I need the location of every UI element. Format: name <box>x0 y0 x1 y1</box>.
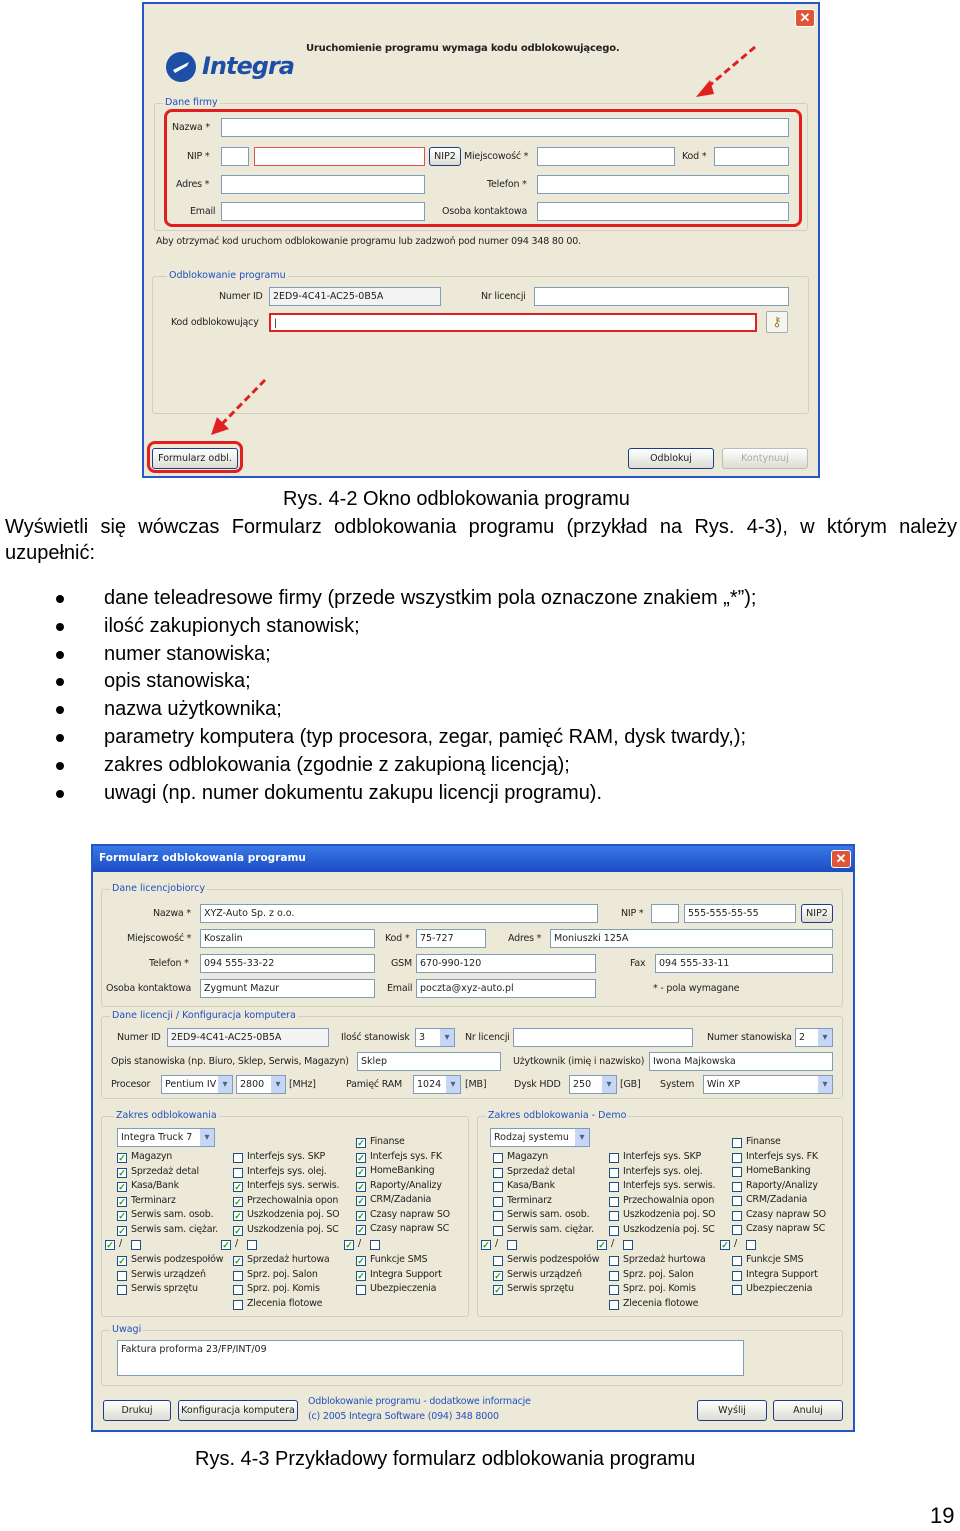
module-checkbox[interactable]: ✓ <box>357 1210 365 1221</box>
module-label: Raporty/Analizy <box>746 1179 818 1191</box>
module-checkbox[interactable]: ✓ <box>494 1285 502 1295</box>
module-checkbox[interactable]: ✓ <box>118 1153 126 1163</box>
notes-input[interactable]: Faktura proforma 23/FP/INT/09 <box>117 1340 744 1376</box>
module-label: Integra Support <box>370 1268 442 1280</box>
kod-label: Kod * <box>385 933 410 944</box>
close-icon[interactable]: ✕ <box>795 9 815 27</box>
module-label: Serwis sam. ciężar. <box>507 1223 594 1235</box>
email-input[interactable] <box>221 202 425 221</box>
module-checkbox[interactable]: ✓ <box>234 1182 242 1192</box>
module-label: Interfejs sys. FK <box>370 1150 442 1162</box>
module-checkbox[interactable]: ✓ <box>357 1138 365 1148</box>
module-checkbox[interactable] <box>493 1256 503 1266</box>
module-label: Sprz. poj. Salon <box>623 1268 694 1280</box>
module-label: Interfejs sys. serwis. <box>623 1180 716 1191</box>
adres-input[interactable] <box>221 175 425 194</box>
module-checkbox[interactable]: ✓ <box>234 1225 242 1236</box>
module-label: Terminarz <box>507 1194 552 1206</box>
module-checkbox[interactable] <box>233 1168 243 1178</box>
module-checkbox[interactable]: ✓ <box>106 1240 114 1250</box>
adres-label: Adres * <box>176 179 210 190</box>
module-checkbox[interactable]: ✓ <box>357 1152 365 1163</box>
intro-paragraph: Wyświetli się wówczas Formularz odblokowania programu (przykład na Rys. 4-3), w którym należy uzupełnić: <box>5 516 957 564</box>
close-icon[interactable]: ✕ <box>831 850 851 868</box>
telefon-input[interactable] <box>537 175 789 194</box>
numer-id-input[interactable]: 2ED9-4C41-AC25-0B5A <box>269 287 441 306</box>
demo-select[interactable]: Rodzaj systemu ▾ <box>490 1128 590 1147</box>
numer-id-label: Numer ID <box>219 291 263 302</box>
list-item: zakres odblokowania (zgodnie z zakupioną licencją); <box>0 752 757 780</box>
osoba-input[interactable] <box>537 202 789 221</box>
list-item: parametry komputera (typ procesora, zegar, pamięć RAM, dysk twardy,); <box>0 724 757 752</box>
numer-id-input[interactable]: 2ED9-4C41-AC25-0B5A <box>167 1028 329 1047</box>
module-label: / <box>119 1238 123 1249</box>
numer-stanowiska-select[interactable]: 2 ▾ <box>795 1028 833 1047</box>
konfiguracja-button[interactable]: Konfiguracja komputera <box>178 1400 298 1421</box>
required-note: * - pola wymagane <box>653 983 740 994</box>
module-checkbox[interactable] <box>609 1256 619 1266</box>
module-checkbox[interactable] <box>732 1196 742 1206</box>
formularz-highlight-box <box>147 441 243 473</box>
module-checkbox[interactable]: ✓ <box>222 1240 230 1250</box>
nr-licencji-label: Nr licencji <box>465 1032 510 1043</box>
module-checkbox[interactable] <box>746 1240 756 1250</box>
nip2-button[interactable]: NIP2 <box>429 147 461 166</box>
fax-input[interactable]: 094 555-33-11 <box>655 954 833 973</box>
requirements-list <box>0 585 757 807</box>
module-checkbox[interactable] <box>507 1240 517 1250</box>
list-item: dane teleadresowe firmy (przede wszystkim pola oznaczone znakiem „*”); <box>0 585 757 613</box>
module-checkbox[interactable] <box>493 1211 503 1221</box>
module-label: Serwis sam. osob. <box>507 1209 590 1220</box>
module-checkbox[interactable] <box>493 1153 503 1163</box>
module-checkbox[interactable] <box>117 1285 127 1295</box>
module-checkbox[interactable]: ✓ <box>357 1196 365 1206</box>
hdd-select[interactable]: 250 ▾ <box>569 1075 617 1094</box>
module-label: Serwis urządzeń <box>507 1268 582 1280</box>
kontynuuj-button[interactable]: Kontynuuj <box>722 448 808 469</box>
list-item: uwagi (np. numer dokumentu zakupu licencji programu). <box>0 780 757 808</box>
key-icon[interactable]: ⚷ <box>766 311 788 333</box>
license-config-legend: Dane licencji / Konfiguracja komputera <box>112 1010 296 1021</box>
module-label: Raporty/Analizy <box>370 1179 442 1191</box>
header-message: Uruchomienie programu wymaga kodu odblokowującego. <box>306 43 620 54</box>
module-label: Serwis podzespołów <box>507 1254 600 1265</box>
module-checkbox[interactable] <box>233 1153 243 1163</box>
integra-logo <box>164 50 294 90</box>
miejscowosc-input[interactable] <box>537 147 675 166</box>
nazwa-label: Nazwa * <box>172 122 210 133</box>
firm-group-legend: Dane firmy <box>165 97 218 108</box>
osoba-label: Osoba kontaktowa <box>442 206 528 217</box>
adres-label: Adres * <box>508 933 542 944</box>
module-label: / <box>358 1238 362 1249</box>
module-checkbox[interactable] <box>493 1226 503 1236</box>
module-label: Zlecenia flotowe <box>623 1297 699 1309</box>
module-label: Uszkodzenia poj. SO <box>247 1209 340 1220</box>
list-item: ilość zakupionych stanowisk; <box>0 613 757 641</box>
nr-licencji-input[interactable] <box>534 287 789 306</box>
module-label: Kasa/Bank <box>507 1180 555 1191</box>
module-checkbox[interactable] <box>732 1256 742 1266</box>
nip-label: NIP * <box>187 151 210 162</box>
telefon-label: Telefon * <box>487 179 527 190</box>
module-label: Kasa/Bank <box>131 1180 179 1191</box>
mb-unit: [MB] <box>465 1079 487 1090</box>
phone-note: Aby otrzymać kod uruchom odblokowanie programu lub zadzwoń pod numer 094 348 80 00. <box>156 236 581 247</box>
module-checkbox[interactable]: ✓ <box>598 1240 606 1250</box>
telefon-label: Telefon * <box>149 958 189 969</box>
module-label: Magazyn <box>131 1151 173 1162</box>
fax-label: Fax <box>630 958 646 969</box>
numer-id-label: Numer ID <box>117 1032 161 1043</box>
email-label: Email <box>387 983 413 994</box>
module-checkbox[interactable] <box>370 1240 380 1250</box>
nip2-button[interactable]: NIP2 <box>801 904 833 923</box>
module-label: Sprzedaż detal <box>507 1165 575 1177</box>
module-checkbox[interactable] <box>623 1240 633 1250</box>
nazwa-input[interactable] <box>221 118 789 137</box>
module-checkbox[interactable] <box>732 1285 742 1295</box>
module-checkbox[interactable] <box>609 1182 619 1192</box>
nr-licencji-input[interactable] <box>513 1028 693 1047</box>
kod-input[interactable]: 75-727 <box>416 929 486 948</box>
ilosc-select[interactable]: 3 ▾ <box>415 1028 455 1047</box>
module-checkbox[interactable]: ✓ <box>234 1211 242 1221</box>
module-label: Sprzedaż detal <box>131 1165 199 1177</box>
module-label: / <box>734 1238 738 1249</box>
module-label: Funkcje SMS <box>370 1254 428 1265</box>
user-input[interactable]: Iwona Majkowska <box>649 1052 833 1071</box>
module-label: / <box>235 1238 239 1249</box>
gb-unit: [GB] <box>620 1079 641 1090</box>
anuluj-button[interactable]: Anuluj <box>773 1400 843 1421</box>
module-checkbox[interactable] <box>732 1211 742 1221</box>
module-label: HomeBanking <box>370 1165 435 1176</box>
notes-legend: Uwagi <box>112 1324 142 1335</box>
drukuj-button[interactable]: Drukuj <box>103 1400 171 1421</box>
osoba-label: Osoba kontaktowa <box>106 983 192 994</box>
ilosc-label: Ilość stanowisk <box>341 1032 410 1043</box>
unlock-group-legend: Odblokowanie programu <box>169 270 286 281</box>
opis-label: Opis stanowiska (np. Biuro, Sklep, Serwis, Magazyn) <box>111 1056 349 1067</box>
kod-odbl-input[interactable]: | <box>269 313 757 332</box>
module-label: Zlecenia flotowe <box>247 1297 323 1309</box>
module-checkbox[interactable]: ✓ <box>118 1196 126 1207</box>
gsm-input[interactable]: 670-990-120 <box>416 954 596 973</box>
module-label: Sprzedaż hurtowa <box>623 1254 706 1265</box>
module-checkbox[interactable] <box>609 1153 619 1163</box>
system-label: System <box>660 1079 695 1090</box>
module-label: Interfejs sys. FK <box>746 1150 818 1162</box>
gsm-label: GSM <box>391 958 412 969</box>
module-label: Czasy napraw SC <box>746 1223 826 1234</box>
module-label: Sprz. poj. Komis <box>623 1283 696 1294</box>
module-checkbox[interactable] <box>609 1211 619 1221</box>
module-label: Interfejs sys. SKP <box>623 1151 702 1162</box>
module-label: Serwis podzespołów <box>131 1254 224 1265</box>
module-label: Serwis urządzeń <box>131 1268 206 1280</box>
module-checkbox[interactable] <box>493 1168 503 1178</box>
module-checkbox[interactable]: ✓ <box>345 1240 353 1250</box>
module-checkbox[interactable] <box>609 1271 619 1281</box>
module-checkbox[interactable] <box>732 1182 742 1192</box>
kod-odbl-label: Kod odblokowujący <box>171 317 259 328</box>
procesor-select[interactable]: Pentium IV ▾ <box>161 1075 233 1094</box>
integra-logo-icon <box>164 50 198 84</box>
module-label: Sprz. poj. Salon <box>247 1268 318 1280</box>
module-checkbox[interactable]: ✓ <box>118 1256 126 1266</box>
nip-prefix-input[interactable] <box>221 147 249 166</box>
user-label: Użytkownik (imię i nazwisko) <box>513 1056 645 1067</box>
module-label: Uszkodzenia poj. SO <box>623 1209 716 1220</box>
module-checkbox[interactable]: ✓ <box>118 1182 126 1192</box>
module-label: Ubezpieczenia <box>370 1283 437 1294</box>
numer-stanowiska-label: Numer stanowiska <box>707 1032 792 1043</box>
list-item: numer stanowiska; <box>0 641 757 669</box>
module-checkbox[interactable]: ✓ <box>118 1225 126 1236</box>
formularz-button[interactable]: Formularz odbl. <box>152 448 238 469</box>
nr-licencji-label: Nr licencji <box>481 291 526 302</box>
module-label: Integra Support <box>746 1268 818 1280</box>
opis-input[interactable]: Sklep <box>357 1052 501 1071</box>
module-label: Sprz. poj. Komis <box>247 1283 320 1294</box>
module-label: CRM/Zadania <box>370 1194 432 1205</box>
module-label: Czasy napraw SO <box>370 1208 450 1220</box>
module-label: Przechowalnia opon <box>623 1194 715 1206</box>
module-checkbox[interactable] <box>609 1285 619 1295</box>
telefon-input[interactable]: 094 555-33-22 <box>200 954 375 973</box>
module-checkbox[interactable]: ✓ <box>234 1196 242 1207</box>
nip-prefix-input[interactable] <box>651 904 679 923</box>
miejscowosc-label: Miejscowość * <box>464 151 529 162</box>
module-checkbox[interactable]: ✓ <box>721 1240 729 1250</box>
module-checkbox[interactable] <box>609 1300 619 1310</box>
email-input[interactable]: poczta@xyz-auto.pl <box>416 979 596 998</box>
module-checkbox[interactable] <box>732 1153 742 1163</box>
module-label: Magazyn <box>507 1151 549 1162</box>
clock-select[interactable]: 2800 ▾ <box>236 1075 286 1094</box>
adres-input[interactable]: Moniuszki 125A <box>550 929 833 948</box>
module-checkbox[interactable]: ✓ <box>234 1256 242 1266</box>
footer-info[interactable]: Odblokowanie programu - dodatkowe informacje <box>308 1396 531 1407</box>
module-label: Interfejs sys. SKP <box>247 1151 326 1162</box>
module-checkbox[interactable] <box>247 1240 257 1250</box>
licensee-legend: Dane licencjobiorcy <box>112 883 206 894</box>
module-checkbox[interactable] <box>732 1167 742 1177</box>
footer-copyright: (c) 2005 Integra Software (094) 348 8000 <box>308 1411 499 1422</box>
mhz-unit: [MHz] <box>289 1079 316 1090</box>
odblokuj-button[interactable]: Odblokuj <box>628 448 714 469</box>
module-checkbox[interactable] <box>493 1182 503 1192</box>
module-label: Serwis sam. ciężar. <box>131 1223 218 1235</box>
module-checkbox[interactable] <box>493 1197 503 1207</box>
module-checkbox[interactable] <box>356 1285 366 1295</box>
module-checkbox[interactable] <box>732 1138 742 1148</box>
scope-legend: Zakres odblokowania <box>116 1110 217 1121</box>
procesor-label: Procesor <box>111 1079 151 1090</box>
module-label: Sprzedaż hurtowa <box>247 1254 330 1265</box>
module-label: Terminarz <box>131 1194 176 1206</box>
fig1-caption: Rys. 4-2 Okno odblokowania programu <box>283 488 630 510</box>
module-label: Finanse <box>746 1136 781 1147</box>
kod-label: Kod * <box>682 151 707 162</box>
module-checkbox[interactable] <box>131 1240 141 1250</box>
module-label: Funkcje SMS <box>746 1254 804 1265</box>
module-checkbox[interactable] <box>609 1197 619 1207</box>
module-checkbox[interactable] <box>732 1225 742 1235</box>
ram-label: Pamięć RAM <box>346 1079 403 1090</box>
module-checkbox[interactable]: ✓ <box>357 1256 365 1266</box>
page-number: 19 <box>930 1503 955 1528</box>
osoba-input[interactable]: Zygmunt Mazur <box>200 979 375 998</box>
module-label: Ubezpieczenia <box>746 1283 813 1294</box>
module-label: Czasy napraw SC <box>370 1223 450 1234</box>
module-label: Serwis sprzętu <box>507 1283 574 1294</box>
nip-input[interactable] <box>254 147 425 166</box>
nazwa-input[interactable]: XYZ-Auto Sp. z o.o. <box>200 904 598 923</box>
email-label: Email <box>190 206 216 217</box>
module-label: Finanse <box>370 1136 405 1147</box>
module-checkbox[interactable] <box>233 1300 243 1310</box>
module-label: Serwis sam. osob. <box>131 1209 214 1220</box>
module-label: CRM/Zadania <box>746 1194 808 1205</box>
ram-select[interactable]: 1024 ▾ <box>413 1075 461 1094</box>
nip-input[interactable]: 555-555-55-55 <box>684 904 796 923</box>
module-checkbox[interactable] <box>609 1226 619 1236</box>
module-checkbox[interactable] <box>233 1271 243 1281</box>
module-label: Uszkodzenia poj. SC <box>247 1223 339 1235</box>
module-checkbox[interactable] <box>233 1285 243 1295</box>
list-item: opis stanowiska; <box>0 668 757 696</box>
arrow-top-icon <box>690 42 760 102</box>
module-label: / <box>495 1238 499 1249</box>
module-checkbox[interactable]: ✓ <box>357 1270 365 1281</box>
system-select[interactable]: Win XP ▾ <box>703 1075 833 1094</box>
form-window <box>91 844 855 1432</box>
module-label: HomeBanking <box>746 1165 811 1176</box>
module-label: Interfejs sys. serwis. <box>247 1180 340 1191</box>
module-label: / <box>611 1238 615 1249</box>
module-label: Interfejs sys. olej. <box>247 1165 327 1177</box>
module-checkbox[interactable] <box>609 1168 619 1178</box>
demo-legend: Zakres odblokowania - Demo <box>488 1110 627 1121</box>
module-checkbox[interactable]: ✓ <box>357 1181 365 1192</box>
module-checkbox[interactable]: ✓ <box>494 1270 502 1281</box>
logo-text: Integra <box>202 52 294 80</box>
module-checkbox[interactable]: ✓ <box>482 1240 490 1250</box>
hdd-label: Dysk HDD <box>514 1079 561 1090</box>
module-label: Interfejs sys. olej. <box>623 1165 703 1177</box>
module-checkbox[interactable]: ✓ <box>357 1167 365 1177</box>
nazwa-label: Nazwa * <box>153 908 191 919</box>
module-checkbox[interactable] <box>732 1271 742 1281</box>
nip-label: NIP * <box>621 908 644 919</box>
wyslij-button[interactable]: Wyślij <box>697 1400 767 1421</box>
miejscowosc-label: Miejscowość * <box>127 933 192 944</box>
scope-select[interactable]: Integra Truck 7 ▾ <box>117 1128 215 1147</box>
module-checkbox[interactable] <box>117 1271 127 1281</box>
list-item: nazwa użytkownika; <box>0 696 757 724</box>
module-label: Serwis sprzętu <box>131 1283 198 1294</box>
module-label: Przechowalnia opon <box>247 1194 339 1206</box>
module-label: Uszkodzenia poj. SC <box>623 1223 715 1235</box>
module-checkbox[interactable]: ✓ <box>118 1167 126 1178</box>
arrow-bottom-icon <box>205 375 275 440</box>
window-title: Formularz odblokowania programu <box>99 852 306 864</box>
module-label: Czasy napraw SO <box>746 1208 826 1220</box>
fig2-caption: Rys. 4-3 Przykładowy formularz odblokowania programu <box>195 1448 696 1470</box>
miejscowosc-input[interactable]: Koszalin <box>200 929 375 948</box>
module-checkbox[interactable]: ✓ <box>357 1225 365 1235</box>
kod-input[interactable] <box>714 147 789 166</box>
module-checkbox[interactable]: ✓ <box>118 1211 126 1221</box>
